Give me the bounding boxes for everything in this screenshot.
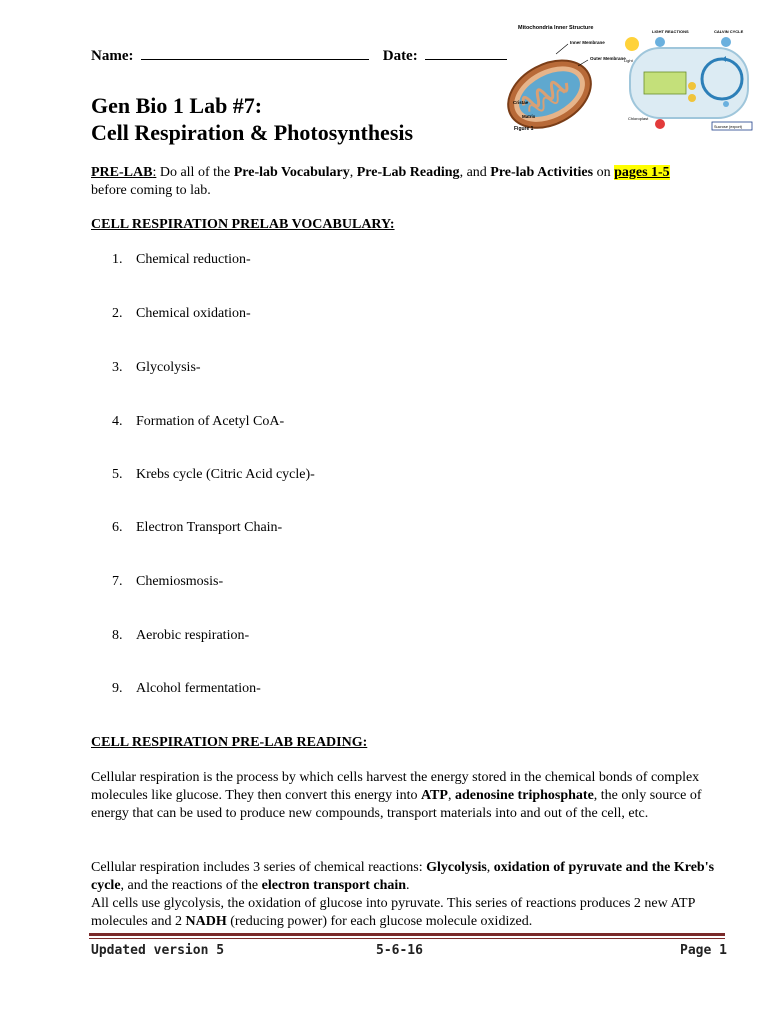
vocab-number: 8.	[112, 628, 123, 643]
vocab-item	[112, 520, 282, 536]
adenosine-term: adenosine triphosphate	[454, 788, 594, 803]
page-title	[91, 92, 413, 146]
reading-text: Cellular respiration includes 3 series of chemical reactions:	[91, 860, 427, 875]
vocab-term: Chemical oxidation-	[136, 306, 251, 321]
vocab-item	[112, 306, 251, 322]
glycolysis-term: Glycolysis	[426, 860, 487, 875]
footer-rule	[89, 933, 725, 936]
reading-text: (reducing power) for each glucose molecule oxidized.	[226, 914, 533, 929]
date-label: Date:	[382, 48, 418, 64]
reading-text: All cells use glycolysis, the oxidation of glucose into pyruvate. This series of reactions produces 2 new ATP molecules and 2	[91, 896, 695, 929]
mito-cristae-label: Cristae	[513, 100, 529, 105]
vocab-item	[112, 467, 315, 483]
reading-paragraph-2	[91, 859, 721, 931]
mito-inner-label: Inner Membrane	[570, 40, 605, 45]
light-reactions-label: LIGHT REACTIONS	[652, 29, 689, 34]
chloroplast-label: Chloroplast	[628, 116, 649, 121]
vocab-item	[112, 252, 251, 268]
vocab-term: Glycolysis-	[136, 360, 201, 375]
vocab-item	[112, 360, 201, 376]
vocab-term: Electron Transport Chain-	[136, 520, 283, 535]
vocab-number: 7.	[112, 574, 123, 589]
reading-text: , the only source of energy that can be used to produce new compounds, transport materials into and out of the cell, etc.	[91, 788, 702, 821]
sun-icon	[625, 37, 639, 51]
vocab-term: Formation of Acetyl CoA-	[136, 414, 285, 429]
vocab-term: Aerobic respiration-	[136, 628, 250, 643]
vocab-item	[112, 414, 284, 430]
prelab-sep: , and	[459, 165, 491, 180]
reading-text: ,	[486, 860, 494, 875]
vocab-item	[112, 681, 261, 697]
prelab-reading-ref: Pre-Lab Reading	[356, 165, 460, 180]
prelab-activities-ref: Pre-lab Activities	[490, 165, 594, 180]
title-line-1: Gen Bio 1 Lab #7:	[91, 93, 263, 118]
light-label: Light	[624, 58, 633, 63]
reading-text: .	[406, 878, 410, 893]
vocab-number: 1.	[112, 252, 123, 267]
prelab-on: on	[593, 165, 615, 180]
vocab-number: 5.	[112, 467, 123, 482]
footer-version: Updated version 5	[91, 943, 225, 958]
calvin-cycle-label: CALVIN CYCLE	[714, 29, 744, 34]
reading-heading: CELL RESPIRATION PRE-LAB READING:	[91, 735, 368, 750]
vocab-heading: CELL RESPIRATION PRELAB VOCABULARY:	[91, 217, 395, 232]
vocab-term: Chemical reduction-	[136, 252, 251, 267]
prelab-paragraph: PRE-LAB: Do all of the Pre-lab Vocabulary, Pre-Lab Reading, and Pre-lab Activities on pages 1-5 before coming to lab.	[91, 164, 721, 200]
mito-matrix-label: Matrix	[522, 114, 536, 119]
photosynthesis-figure	[622, 24, 756, 136]
prelab-text: Do all of the	[156, 165, 234, 180]
mitochondria-figure	[498, 20, 626, 138]
title-line-2: Cell Respiration & Photosynthesis	[91, 120, 414, 145]
footer-page: Page 1	[680, 943, 727, 958]
name-label: Name:	[91, 48, 134, 64]
vocab-term: Alcohol fermentation-	[136, 681, 261, 696]
prelab-label: PRE-LAB	[91, 165, 153, 180]
vocab-number: 2.	[112, 306, 123, 321]
vocab-term: Chemiosmosis-	[136, 574, 224, 589]
mito-caption: Figure 1	[514, 126, 534, 132]
name-date-line	[91, 45, 507, 65]
vocab-number: 6.	[112, 520, 123, 535]
reading-paragraph-1	[91, 769, 721, 823]
footer-date: 5-6-16	[376, 943, 423, 958]
vocab-number: 9.	[112, 681, 123, 696]
reading-text: Cellular respiration is the process by which cells harvest the energy stored in the chemical bonds of complex molecules like glucose. They then convert this energy into	[91, 770, 700, 803]
sucrose-label: Sucrose (export)	[714, 125, 743, 129]
mito-outer-label: Outer Membrane	[590, 56, 626, 61]
vocab-term: Krebs cycle (Citric Acid cycle)-	[136, 467, 315, 482]
atp-term: ATP	[420, 788, 448, 803]
pages-highlight: pages 1-5	[614, 165, 670, 180]
prelab-line-2: before coming to lab.	[91, 183, 211, 198]
nadh-term: NADH	[185, 914, 227, 929]
oxidation-term: oxidation of pyruvate and the Kreb's cycle	[91, 860, 715, 893]
reading-text: ,	[447, 788, 455, 803]
reading-text: , and the reactions of the	[120, 878, 262, 893]
prelab-vocab-ref: Pre-lab Vocabulary	[233, 165, 350, 180]
mito-title: Mitochondria Inner Structure	[518, 25, 594, 31]
footer-rule-thin	[89, 938, 725, 939]
vocab-item	[112, 574, 223, 590]
etc-term: electron transport chain	[261, 878, 407, 893]
name-field[interactable]	[141, 45, 369, 60]
vocab-item	[112, 628, 249, 644]
prelab-sep: ,	[349, 165, 357, 180]
vocab-number: 4.	[112, 414, 123, 429]
vocab-number: 3.	[112, 360, 123, 375]
date-field[interactable]	[425, 45, 507, 60]
